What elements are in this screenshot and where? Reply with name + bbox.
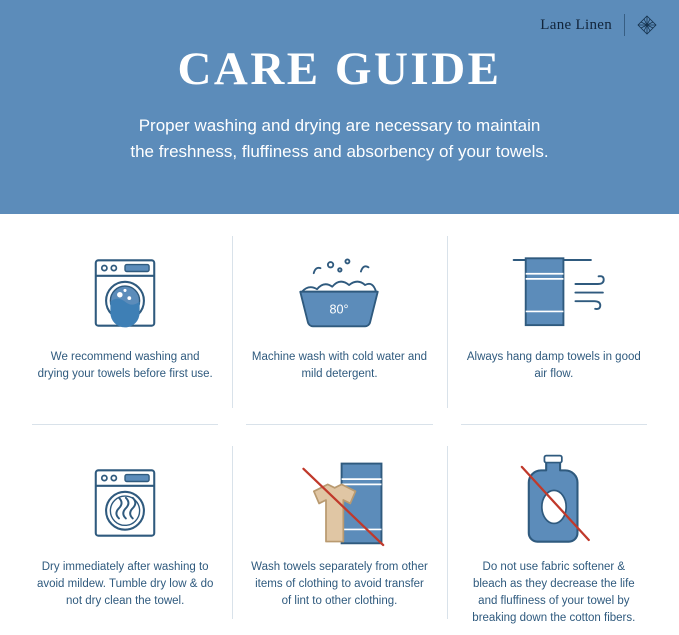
no-mixed-laundry-icon <box>274 450 404 555</box>
care-tip-2 <box>232 214 446 424</box>
care-tip-4 <box>18 424 232 635</box>
tumble-dryer-icon <box>82 450 168 555</box>
wash-basin-80-degrees-icon <box>280 240 398 345</box>
subtitle-line-2: the freshness, fluffiness and absorbency of your towels. <box>130 142 549 161</box>
care-tip-3 <box>447 214 661 424</box>
care-tip-4-text: Dry immediately after washing to avoid mildew. Tumble dry low & do not dry clean the towel. <box>36 561 214 607</box>
brand-divider <box>624 14 625 36</box>
care-tip-6-text: Do not use fabric softener & bleach as they decrease the life and fluffiness of your towel by breaking down the cotton fibers. <box>472 561 636 624</box>
care-tip-1-text: We recommend washing and drying your towels before first use. <box>37 351 213 380</box>
care-tip-1 <box>18 214 232 424</box>
care-tip-3-text: Always hang damp towels in good air flow. <box>466 351 641 380</box>
subtitle-line-1: Proper washing and drying are necessary to maintain <box>138 116 541 135</box>
woven-square-logo-icon <box>637 15 657 35</box>
care-tip-6 <box>447 424 661 635</box>
header-banner <box>0 0 679 214</box>
page-title: CARE GUIDE <box>177 43 502 95</box>
brand-name: Lane Linen <box>540 16 612 33</box>
washing-machine-icon <box>82 240 168 345</box>
brand-lockup <box>540 14 657 36</box>
care-tips-grid <box>0 214 679 635</box>
page-subtitle <box>0 113 679 165</box>
hanging-towel-airflow-icon <box>489 240 619 345</box>
care-tip-5-text: Wash towels separately from other items of clothing to avoid transfer of lint to other clothing. <box>251 561 428 607</box>
no-fabric-softener-icon <box>504 450 604 555</box>
svg-text:80°: 80° <box>329 302 350 317</box>
care-tip-2-text: Machine wash with cold water and mild detergent. <box>251 351 428 380</box>
care-tip-5 <box>232 424 446 635</box>
